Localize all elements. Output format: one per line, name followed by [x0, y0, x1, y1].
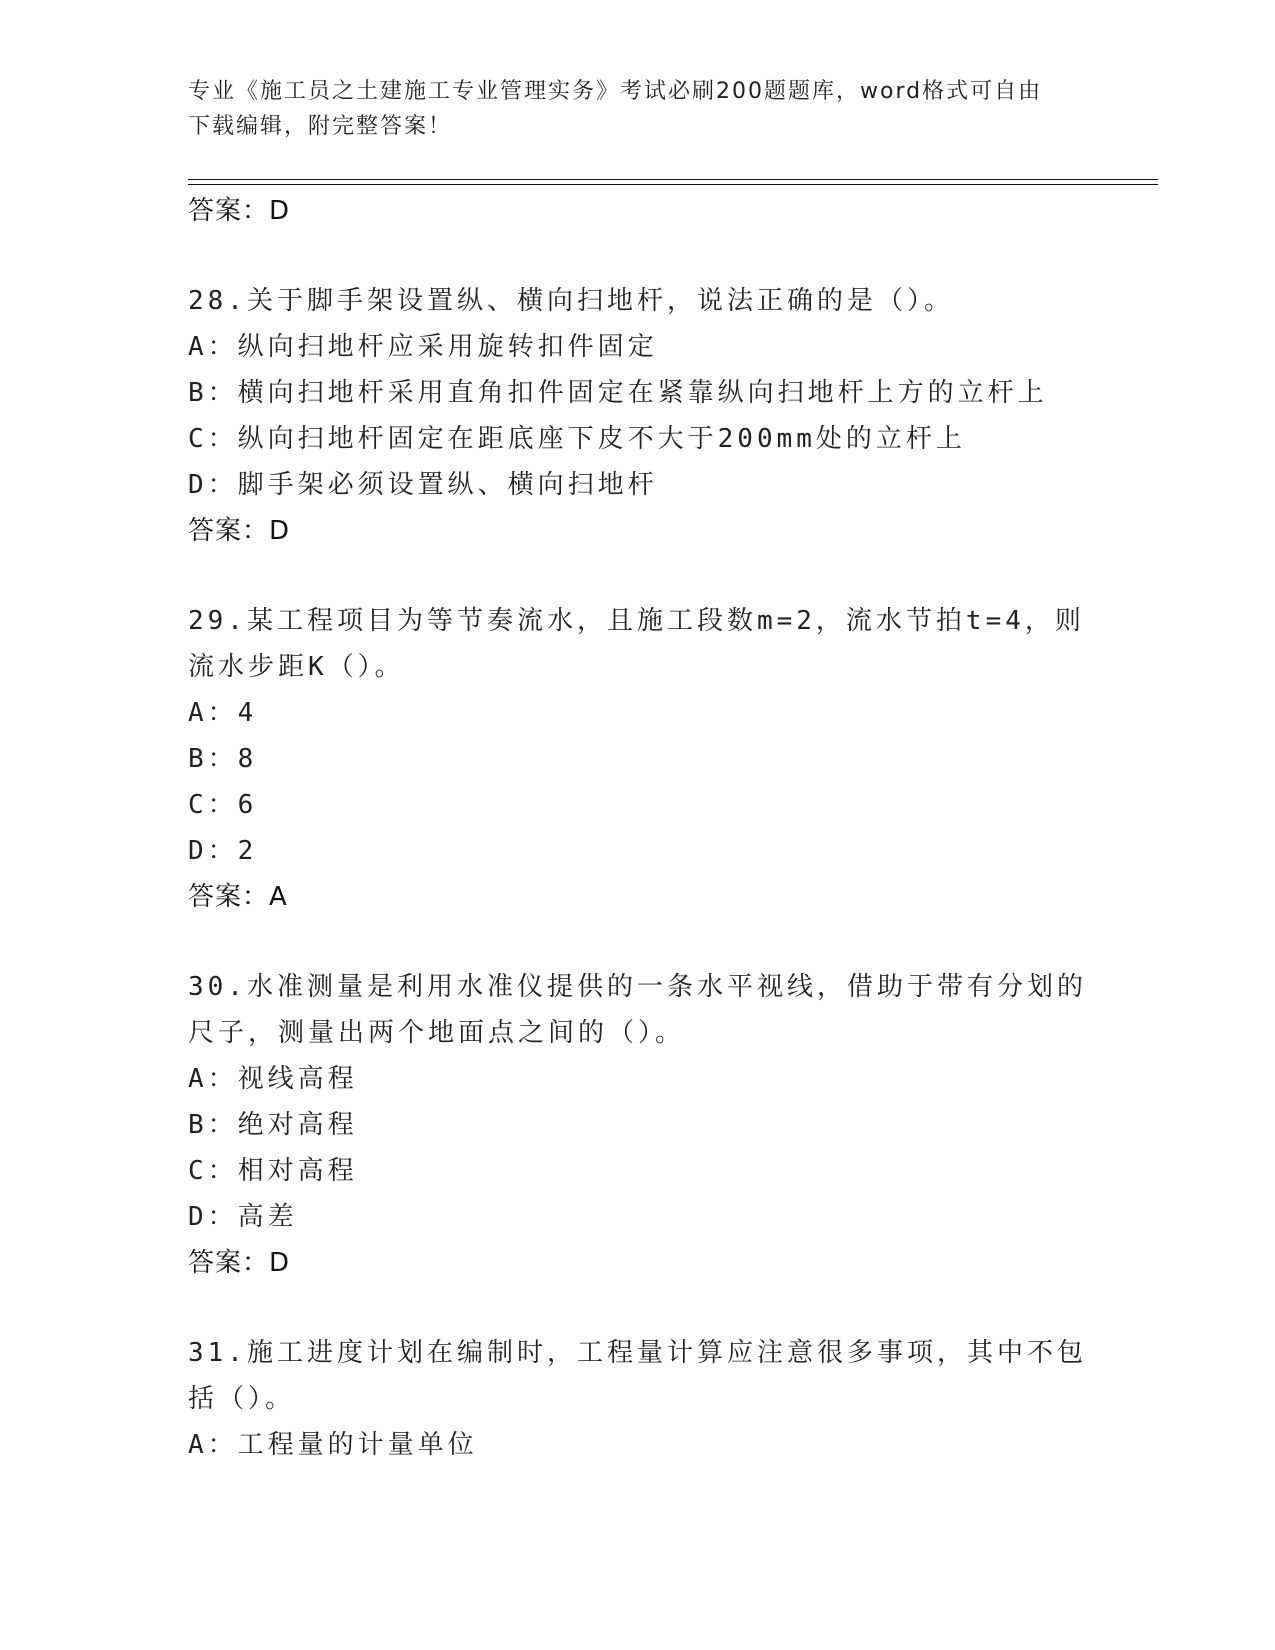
option-a: A：视线高程	[188, 1064, 358, 1094]
document-header	[188, 74, 1068, 144]
option-b: B：8	[188, 744, 258, 774]
option-b: B：绝对高程	[188, 1110, 358, 1140]
option-d: D：2	[188, 836, 258, 866]
answer-line: 答案：D	[188, 1248, 291, 1278]
question-text: 29.某工程项目为等节奏流水，且施工段数m=2，流水节拍t=4，则流水步距K（）。	[188, 606, 1085, 682]
answer-line: 答案：D	[188, 516, 291, 546]
question-text: 30.水准测量是利用水准仪提供的一条水平视线，借助于带有分划的尺子，测量出两个地面点之间的（）。	[188, 972, 1087, 1048]
question-text: 28.关于脚手架设置纵、横向扫地杆，说法正确的是（）。	[188, 286, 954, 316]
option-d: D：高差	[188, 1202, 298, 1232]
header-line-1: 专业《施工员之土建施工专业管理实务》考试必刷200题题库，word格式可自由	[188, 79, 1043, 104]
answer-line: 答案：A	[188, 882, 288, 912]
question-31	[188, 1330, 1108, 1468]
document-body	[188, 188, 1108, 1512]
question-text: 31.施工进度计划在编制时，工程量计算应注意很多事项，其中不包括（）。	[188, 1338, 1087, 1414]
question-30	[188, 964, 1108, 1286]
header-rule-top	[188, 179, 1158, 180]
option-a: A：纵向扫地杆应采用旋转扣件固定	[188, 332, 658, 362]
question-28	[188, 278, 1108, 554]
option-c: C：纵向扫地杆固定在距底座下皮不大于200mm处的立杆上	[188, 424, 966, 454]
answer-line: 答案：D	[188, 196, 291, 226]
option-b: B：横向扫地杆采用直角扣件固定在紧靠纵向扫地杆上方的立杆上	[188, 378, 1048, 408]
option-c: C：相对高程	[188, 1156, 358, 1186]
question-29	[188, 598, 1108, 920]
header-line-2: 下载编辑，附完整答案！	[188, 114, 453, 139]
option-c: C：6	[188, 790, 258, 820]
option-a: A：工程量的计量单位	[188, 1430, 478, 1460]
option-d: D：脚手架必须设置纵、横向扫地杆	[188, 470, 658, 500]
header-rule-bottom	[188, 184, 1158, 185]
option-a: A：4	[188, 698, 258, 728]
